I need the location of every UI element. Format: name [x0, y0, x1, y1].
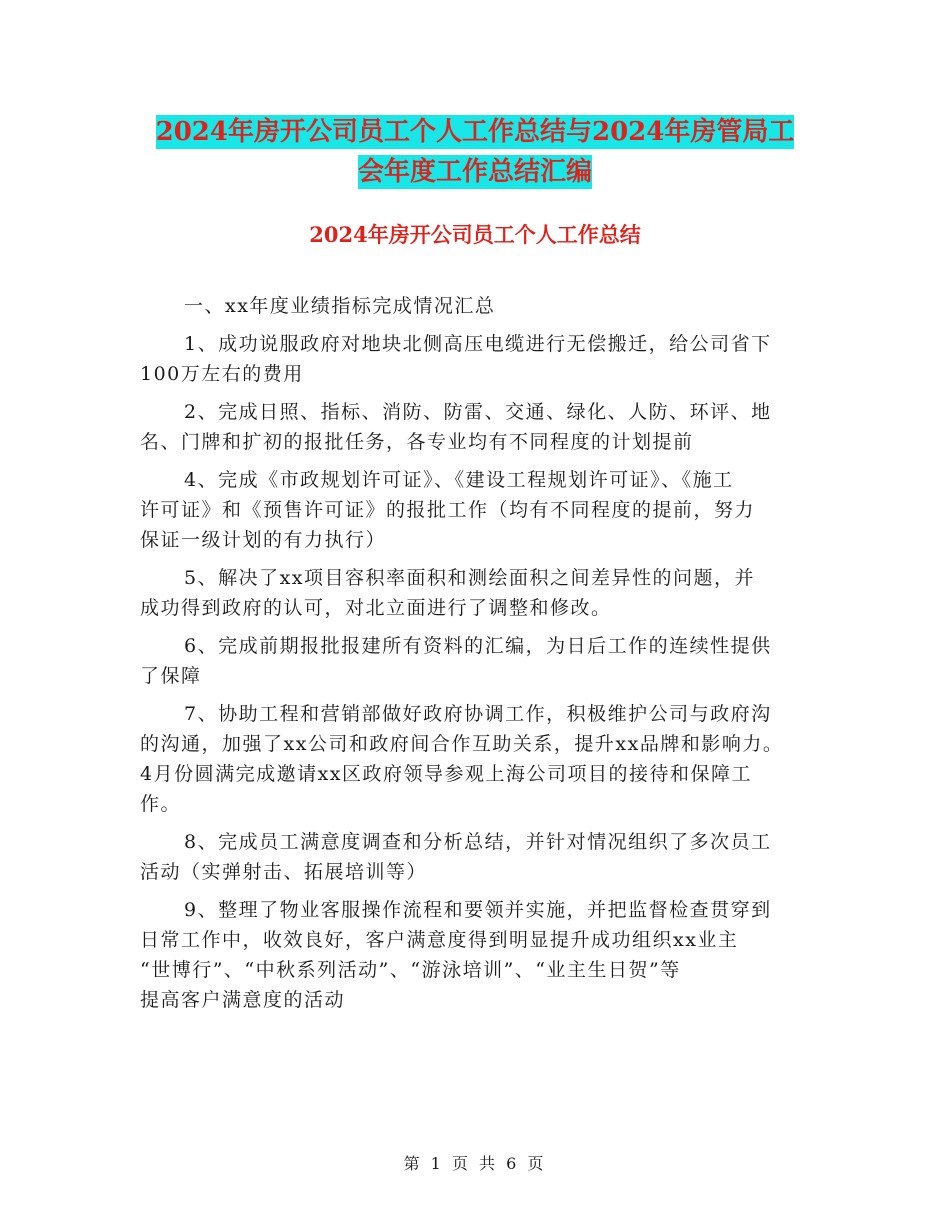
paragraph-line: 作。 [140, 793, 182, 815]
page-footer: 第 1 页 共 6 页 [403, 1154, 547, 1173]
paragraph-line: “世博行”、“中秋系列活动”、“游泳培训”、“业主生日贺”等 [140, 959, 681, 981]
paragraph [140, 563, 830, 623]
document-title-line-1 [0, 112, 950, 152]
paragraph-line: 提高客户满意度的活动 [140, 989, 346, 1011]
paragraph [140, 397, 830, 457]
paragraph-line: 5、解决了xx项目容积率面积和测绘面积之间差异性的问题，并 [184, 567, 756, 589]
section-heading: 2024年房开公司员工个人工作总结 [309, 222, 641, 247]
document-body [140, 291, 830, 1015]
paragraph-line: 1、成功说服政府对地块北侧高压电缆进行无偿搬迁，给公司省下 [184, 333, 772, 355]
title-highlight: 2024年房开公司员工个人工作总结与2024年房管局工 [155, 117, 795, 147]
paragraph-line: 100万左右的费用 [140, 363, 304, 385]
document-title [0, 112, 950, 192]
paragraph-line: 4月份圆满完成邀请xx区政府领导参观上海公司项目的接待和保障工 [140, 763, 753, 785]
paragraph-line: 成功得到政府的认可，对北立面进行了调整和修改。 [140, 597, 612, 619]
paragraph [140, 895, 830, 1015]
paragraph [140, 631, 830, 691]
paragraph-line: 9、整理了物业客服操作流程和要领并实施，并把监督检查贯穿到 [184, 899, 772, 921]
paragraph-line: 日常工作中，收效良好，客户满意度得到明显提升成功组织xx业主 [140, 929, 739, 951]
paragraph [140, 291, 830, 321]
paragraph-line: 8、完成员工满意度调查和分析总结，并针对情况组织了多次员工 [184, 831, 772, 853]
paragraph-line: 2、完成日照、指标、消防、防雷、交通、绿化、人防、环评、地 [184, 401, 772, 423]
paragraph-line: 许可证》和《预售许可证》的报批工作（均有不同程度的提前，努力 [140, 499, 756, 521]
paragraph-line: 了保障 [140, 665, 202, 687]
paragraph-line: 一、xx年度业绩指标完成情况汇总 [184, 295, 496, 317]
paragraph-line: 名、门牌和扩初的报批任务，各专业均有不同程度的计划提前 [140, 431, 694, 453]
title-highlight: 会年度工作总结汇编 [357, 157, 592, 187]
paragraph-line: 活动（实弹射击、拓展培训等） [140, 861, 428, 883]
paragraph [140, 329, 830, 389]
paragraph [140, 699, 830, 819]
paragraph [140, 465, 830, 555]
paragraph [140, 827, 830, 887]
document-title-line-2 [0, 152, 950, 192]
paragraph-line: 6、完成前期报批报建所有资料的汇编，为日后工作的连续性提供 [184, 635, 772, 657]
paragraph-line: 保证一级计划的有力执行） [140, 529, 387, 551]
paragraph-line: 4、完成《市政规划许可证》、《建设工程规划许可证》、《施工 [184, 469, 734, 491]
paragraph-line: 7、协助工程和营销部做好政府协调工作，积极维护公司与政府沟 [184, 703, 772, 725]
paragraph-line: 的沟通，加强了xx公司和政府间合作互助关系，提升xx品牌和影响力。 [140, 733, 784, 755]
